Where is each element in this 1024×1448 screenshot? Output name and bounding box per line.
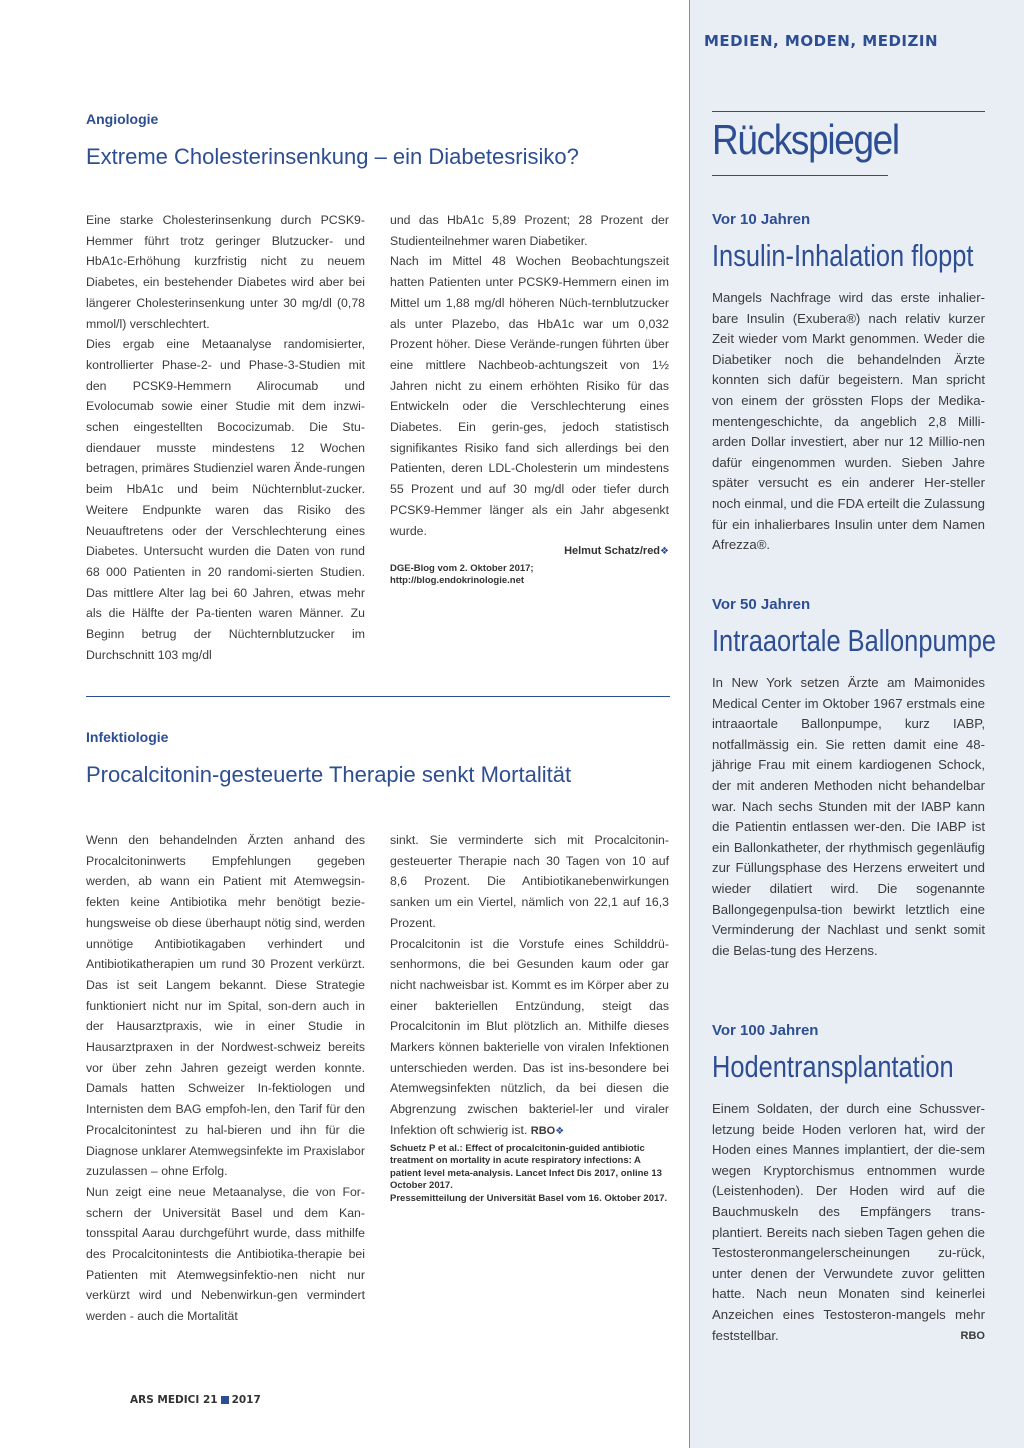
article1-reference: DGE-Blog vom 2. Oktober 2017; http://blog.endokrinologie.net: [390, 562, 534, 587]
sidebar-text-2: [712, 673, 985, 961]
article1-paragraph-3: und das HbA1c 5,89 Prozent; 28 Prozent der Studienteilnehmer waren Diabetiker.: [390, 213, 669, 248]
sidebar-text-1: [712, 288, 985, 556]
article1-headline: Extreme Cholesterinsenkung – ein Diabetesrisiko?: [86, 144, 579, 169]
article1-paragraph-2: Dies ergab eine Metaanalyse randomisierter, kontrollierter Phase-2- und Phase-3-Studien mit den PCSK9-Hemmern Alirocumab und Evolocumab sowie einer Studie mit dem inzwi-schen eingestellten Bococizumab. Die Stu-diendauer musste mindestens 12 Wochen betragen, primäres Studienziel waren Ände-rungen beim HbA1c und beim Nüchternblut-zucker. Weitere Endpunkte waren das Risiko des Neuauftretens oder der Verschlechterung eines Diabetes. Untersucht wurden die Daten von rund 68 000 Patienten in 20 randomi-sierten Studien. Das mittlere Alter lag bei 60 Jahren, etwas mehr als die Hälfte der Pa-tienten waren Männer. Zu Beginn betrug der Nüchternblutzucker im Durchschnitt 103 mg/dl: [86, 337, 365, 662]
sidebar-top-rule: [712, 111, 985, 112]
article-divider: [86, 696, 670, 697]
article2-paragraph-3: sinkt. Sie verminderte sich mit Procalcitonin-gesteuerter Therapie nach 30 Tagen von 10 auf 8,6 Prozent. Die Antibiotikanebenwirkungen sanken um ein Viertel, nämlich von 22,1 auf 16,3 Prozent.: [390, 833, 669, 930]
article2-kicker: Infektiologie: [86, 729, 169, 745]
sidebar-title-rule: [712, 175, 888, 176]
article1-column-1: [86, 210, 365, 665]
sidebar-headline-3: Hodentransplantation: [712, 1049, 954, 1084]
sidebar-headline-2: Intraaortale Ballonpumpe: [712, 623, 997, 658]
sidebar-title: Rückspiegel: [712, 116, 899, 163]
square-separator-icon: [221, 1396, 229, 1404]
sidebar-signature: RBO: [960, 1329, 985, 1342]
brand-label: MEDIEN, MODEN, MEDIZIN: [704, 32, 938, 50]
sidebar-kicker-1: Vor 10 Jahren: [712, 211, 811, 228]
sidebar-paragraph-2: In New York setzen Ärzte am Maimonides Medical Center im Oktober 1967 erstmals eine intraaortale Ballonpumpe, kurz IABP, notfallmässig ein. Sie retten damit eine 48-jährige Frau mit einem kardiogenen Schock, der mit anderen Methoden nicht behandelbar war. Nach sechs Stunden mit der IABP kann die Patientin entlassen wer-den. Die IABP ist ein Ballonkatheter, der rhythmisch gegenläufig zur Füllungsphase des Herzens erweitert und wieder dilatiert wird. Die sogenannte Ballongegenpulsa-tion bewirkt letztlich eine Verminderung der Nachlast und senkt somit die Belas-tung des Herzens.: [712, 675, 985, 958]
article2-paragraph-4: [390, 934, 669, 1143]
article1-signature-text: Helmut Schatz/red: [564, 545, 661, 558]
article1-kicker: Angiologie: [86, 111, 159, 127]
article2-reference-1: Schuetz P et al.: Effect of procalcitonin-guided antibiotic treatment on mortality in acute respiratory infections: A patient level meta-analysis. Lancet Infect Dis 2017, online 13 October 2017.: [390, 1142, 662, 1192]
sidebar-text-3: [712, 1099, 985, 1346]
footer-journal: ARS MEDICI 21: [130, 1394, 218, 1406]
article1-paragraph-4: Nach im Mittel 48 Wochen Beobachtungszeit hatten Patienten unter PCSK9-Hemmern einen im Mittel um 1,88 mg/dl höheren Nüch-ternblutzucker als unter Plazebo, das HbA1c war um 0,032 Prozent höher. Diese Verände-rungen führten über eine mittlere Nachbeob-achtungszeit von 1½ Jahren nicht zu einem erhöhten Risiko für das Entwickeln oder die Verschlechterung eines Diabetes. Ein gerin-ges, jedoch statistisch signifikantes Risiko fand sich allerdings bei den Patienten, deren LDL-Cholesterin um mindestens 55 Prozent und auf 30 mg/dl oder tiefer durch PCSK9-Hemmer länger als ein Jahr abgesenkt wurde.: [390, 254, 669, 538]
article2-paragraph-2: Nun zeigt eine neue Metaanalyse, die von For-schern der Universität Basel und dem Kan-tonsspital Aarau durchgeführt wurde, dass mithilfe des Procalcitonintests die Antibiotika-therapie bei Patienten mit Atemwegsinfektio-nen nicht nur verkürzt wird und Nebenwirkun-gen vermindert werden - auch die Mortalität: [86, 1184, 365, 1324]
article2-column-2: [390, 830, 669, 1205]
end-mark-icon: ❖: [555, 1125, 565, 1137]
article2-paragraph-4-text: Procalcitonin ist die Vorstufe eines Schilddrü-senhormons, die bei Gesunden kaum oder gar nicht nachweisbar ist. Kommt es im Körper aber zu einer bakteriellen Entzündung, steigt das Procalcitonin im Blut plötzlich an. Mithilfe dieses Markers können bakterielle von viralen Infektionen unterschieden werden. Das ist ins-besondere bei Atemwegsinfekten nützlich, da bei diesen die Abgrenzung zwischen bakteriel-ler und viraler Infektion oft schwierig ist.: [390, 936, 669, 1137]
sidebar-paragraph-3: [712, 1099, 985, 1346]
article2-column-1: [86, 830, 365, 1327]
page-footer: [130, 1394, 261, 1406]
article2-headline: Procalcitonin-gesteuerte Therapie senkt Mortalität: [86, 762, 572, 787]
article2-signature: RBO: [530, 1124, 556, 1137]
sidebar-paragraph-3-text: Einem Soldaten, der durch eine Schussver-letzung beide Hoden verloren hat, wird der Hoden eines Mannes implantiert, der die-sem wegen Kryptorchismus entnommen wurde (Leistenhoden). Der Hoden wird auf die Bauchmuskeln des Empfängers trans-plantiert. Bereits nach sieben Tagen gehen die Testosteronmangelerscheinungen zu-rück, unter denen der Verwundete zuvor gelitten hatte. Nach neun Monaten sind keinerlei Anzeichen eines Testosteron-mangels mehr feststellbar.: [712, 1101, 985, 1343]
sidebar-headline-1: Insulin-Inhalation floppt: [712, 238, 974, 273]
article2-paragraph-1: Wenn den behandelnden Ärzten anhand des Procalcitoninwerts Empfehlungen gegeben werden, ab wann ein Patient mit Atemwegsin-fekten keine Antibiotika mehr benötigt bezie-hungsweise ob diese überhaupt nötig sind, werden unnötige Antibiotikagaben verhindert und Antibiotikatherapien um rund 30 Prozent verkürzt. Das ist seit Langem bekannt. Diese Strategie funktioniert nicht nur im Spital, son-dern auch in der Hausarztpraxis, wie in einer Studie in Hausarztpraxen in der Nordwest-schweiz bereits vor über zehn Jahren gezeigt werden konnte. Damals hatten Schweizer In-fektiologen und Internisten dem BAG empfoh-len, den Tarif für den Procalcitonintest zu hal-bieren und ihn für die Diagnose unklarer Atemwegsinfekte im Praxislabor zuzulassen – ohne Erfolg.: [86, 833, 365, 1179]
footer-year: 2017: [231, 1394, 261, 1406]
sidebar-paragraph-1: Mangels Nachfrage wird das erste inhalier-bare Insulin (Exubera®) nach relativ kurzer Zeit wieder vom Markt genommen. Weder die Diabetiker noch die behandelnden Ärzte konnten sich dafür begeistern. Man spricht von einem der grössten Flops der Medika-mentengeschichte, da angeblich 2,8 Milli-arden Dollar investiert, aber nur 12 Millio-nen dafür eingenommen wurden. Sieben Jahre später versucht es ein anderer Her-steller noch einmal, und die FDA erteilt die Zulassung für ein inhalierbares Insulin unter dem Namen Afrezza®.: [712, 290, 985, 553]
article1-column-2: [390, 210, 669, 588]
article1-signature: [390, 541, 669, 563]
sidebar-kicker-2: Vor 50 Jahren: [712, 596, 811, 613]
end-mark-icon: ❖: [660, 546, 669, 558]
article1-paragraph-1: Eine starke Cholesterinsenkung durch PCSK9-Hemmer führt trotz geringer Blutzucker- und HbA1c-Erhöhung kurzfristig nicht zu neuem Diabetes, ein bestehender Diabetes wird aber bei längerer Cholesterinsenkung unter 30 mg/dl (0,78 mmol/l) verschlechtert.: [86, 213, 365, 331]
article2-reference-2: Pressemitteilung der Universität Basel vom 16. Oktober 2017.: [390, 1192, 668, 1204]
sidebar-kicker-3: Vor 100 Jahren: [712, 1022, 819, 1039]
